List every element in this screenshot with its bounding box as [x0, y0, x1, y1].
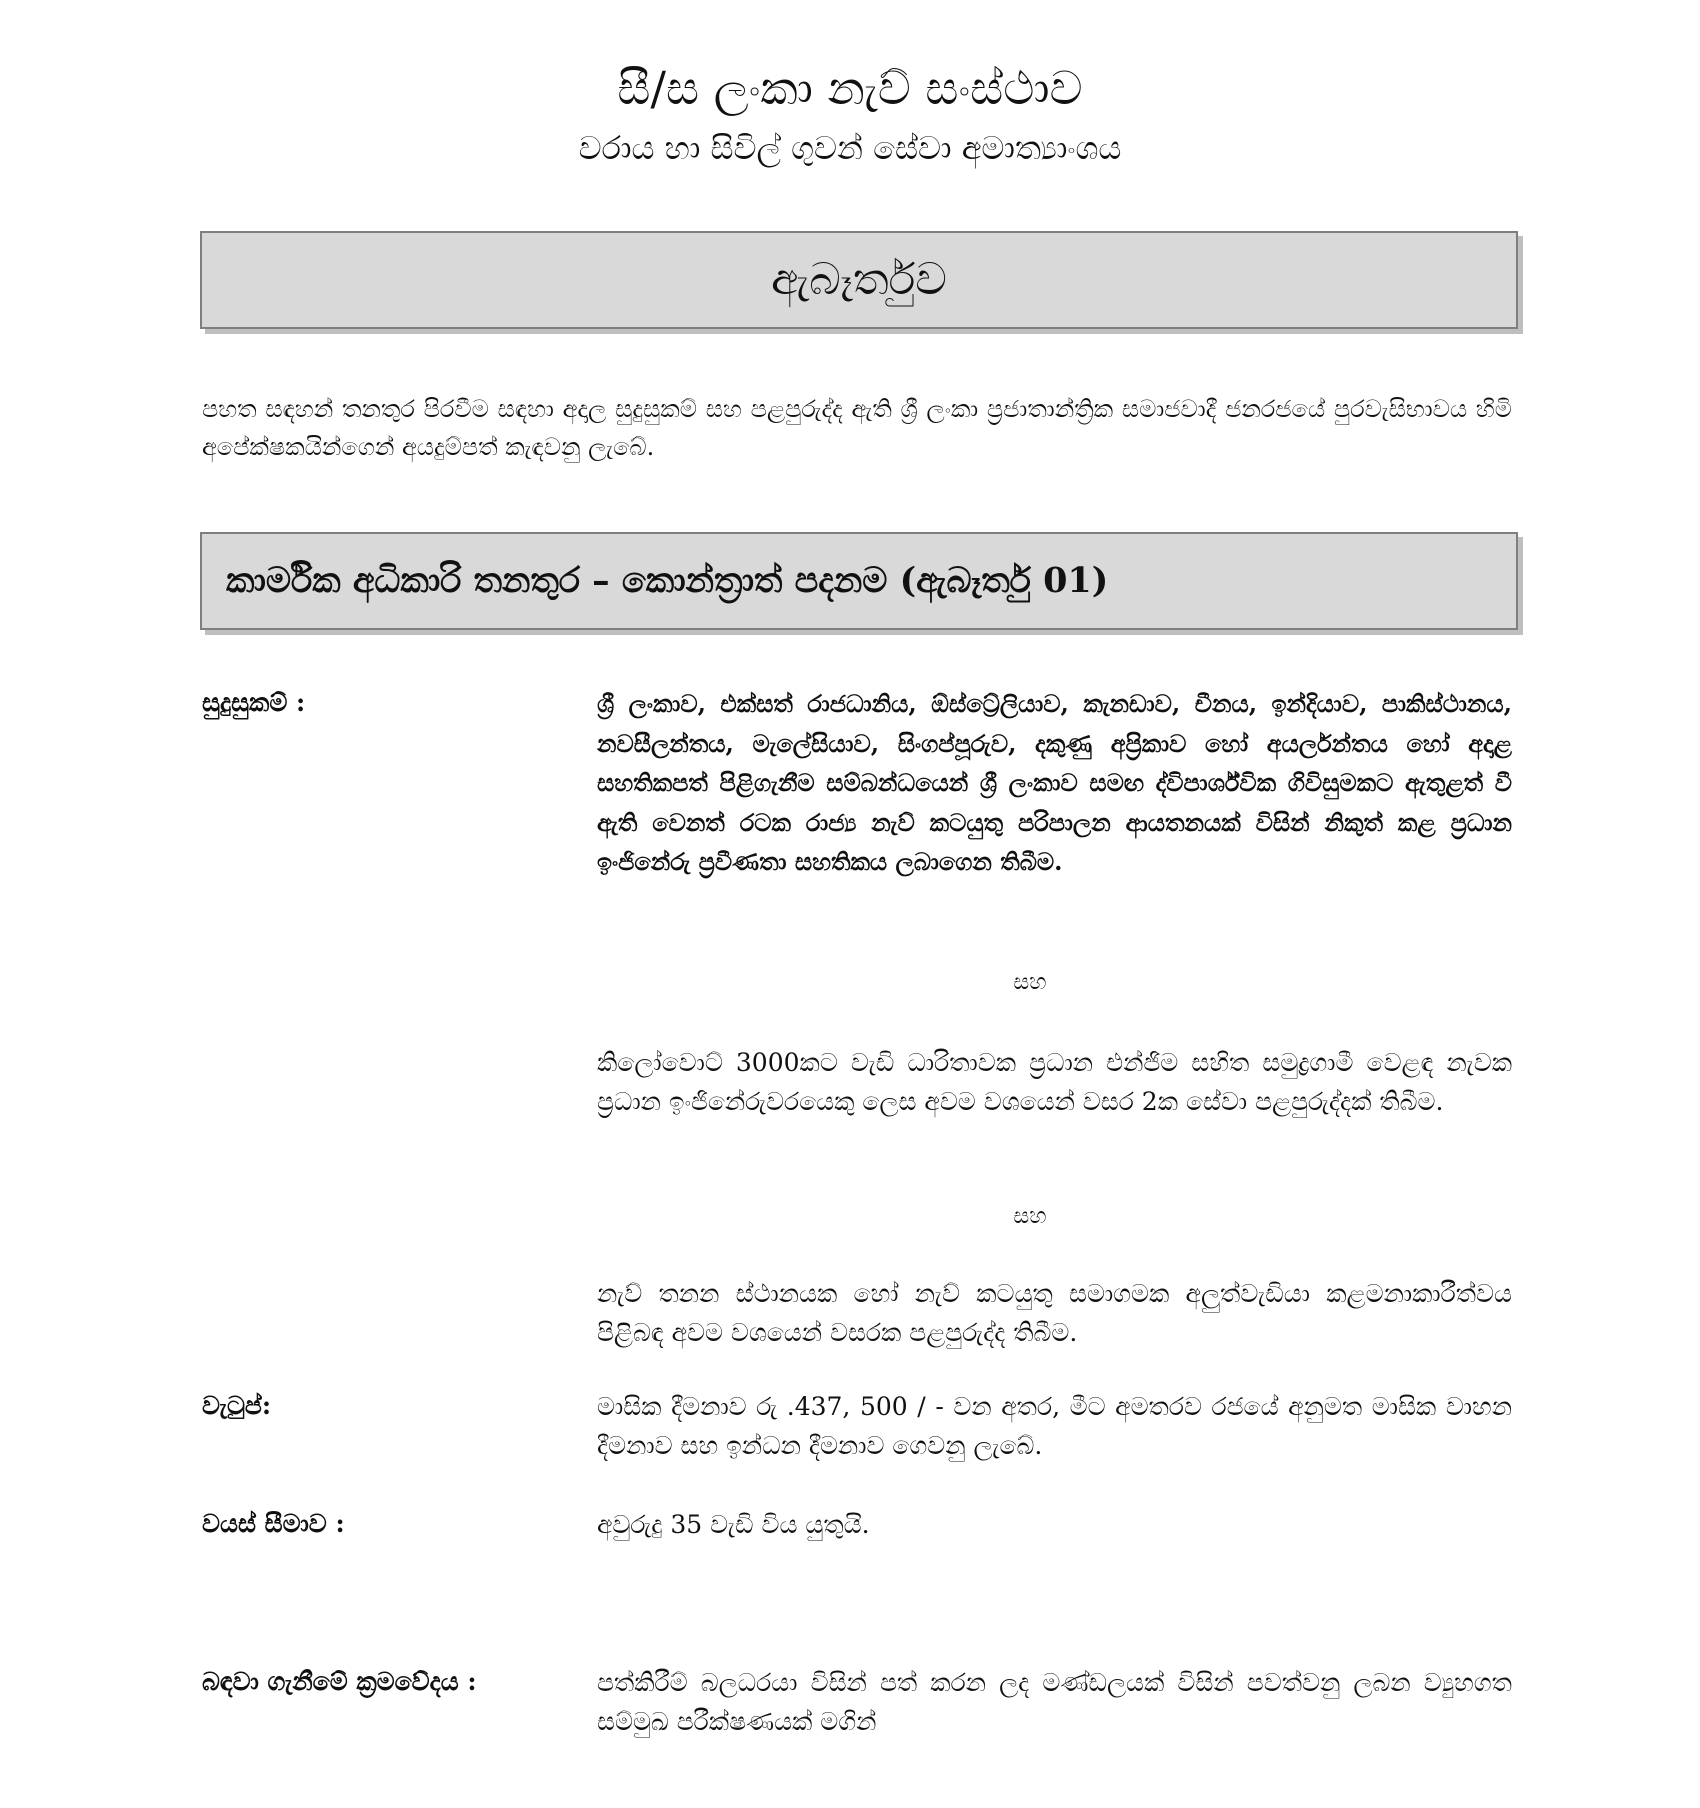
intro-paragraph: පහත සඳහන් තනතුර පිරවීම සඳහා අදාල සුදුසුකම් සහ පළපුරුද්ද ඇති ශ්‍රී ලංකා ප්‍රජාතාන්ත්‍රික සමාජවාදී ජනරජයේ පුරවැසිභාවය හිමි අපේක්ෂකයින්ගෙන් අයදුම්පත් කැඳවනු ලැබේ.: [202, 395, 1512, 461]
recruitment-method-value: පත්කිරීම් බලධරයා විසින් පත් කරන ලද මණ්ඩලයක් විසින් පවත්වනු ලබන ව්‍යුහගත සම්මුඛ පරීක්ෂණයක් මගින්: [597, 1668, 1512, 1736]
age-limit-value: අවුරුදු 35 වැඩි විය යුතුයි.: [597, 1510, 870, 1539]
notice-title-banner: [200, 231, 1518, 329]
post-title-banner: [200, 532, 1518, 630]
qualification-conjunction-2: සහ: [1013, 1204, 1047, 1229]
qualification-item-3: නැව් තනන ස්ථානයක හෝ නැව් කටයුතු සමාගමක අලුත්වැඩියා කළමනාකාරීත්වය පිළිබඳ අවම වශයෙන් වසරක පළපුරුද්ද තිබීම.: [597, 1279, 1512, 1347]
qualification-item-1: ශ්‍රී ලංකාව, එක්සත් රාජධානිය, ඕස්ට්‍රේලියාව, කැනඩාව, චීනය, ඉන්දියාව, පාකිස්ථානය, නවසීලන්තය, මැලේසියාව, සිංගප්පූරුව, දකුණු අප්‍රිකාව හෝ අයර්ලන්තය හෝ අදාළ සහතිකපත් පිළිගැනීම සම්බන්ධයෙන් ශ්‍රී ලංකාව සමඟ ද්විපාර්ශ්වික ගිවිසුමකට ඇතුළත් වී ඇති වෙනත් රටක රාජ්‍ය නැව් කටයුතු පරිපාලන ආයතනයක් විසින් නිකුත් කළ ප්‍රධාන ඉංජිනේරු ප්‍රවීණතා සහතිකය ලබාගෙන තිබීම.: [597, 689, 1512, 876]
notice-title: ඇබෑර්තුව: [771, 254, 947, 305]
salary-label: වැටුප්:: [202, 1391, 272, 1420]
age-limit-label: වයස් සීමාව :: [202, 1509, 345, 1538]
organization-title: සී/ස ලංකා නැව් සංස්ථාව: [617, 61, 1083, 115]
post-title: කාර්මික අධිකාරි තනතුර – කොන්ත්‍රාත් පදනම (ඇබෑර්තු 01): [226, 560, 1109, 601]
qualification-item-2: කිලෝවොට් 3000කට වැඩි ධාරිතාවක ප්‍රධාන එන්ජිම සහිත සමුද්‍රගාමී වෙළඳ නැවක ප්‍රධාන ඉංජිනේරුවරයෙකු ලෙස අවම වශයෙන් වසර 2ක සේවා පළපුරුද්දක් තිබීම.: [597, 1048, 1512, 1116]
qualifications-label: සුදුසුකම් :: [202, 688, 306, 717]
salary-value: මාසික දීමනාව රු .437, 500 / - වන අතර, මීට අමතරව රජයේ අනුමත මාසික වාහන දීමනාව සහ ඉන්ධන දීමනාව ගෙවනු ලැබේ.: [597, 1392, 1512, 1460]
ministry-subtitle: වරාය හා සිවිල් ගුවන් සේවා අමාත්‍යාංශය: [578, 129, 1122, 167]
recruitment-method-label: බඳවා ගැනීමේ ක්‍රමවේදය :: [202, 1667, 477, 1696]
qualification-conjunction-1: සහ: [1013, 970, 1047, 995]
